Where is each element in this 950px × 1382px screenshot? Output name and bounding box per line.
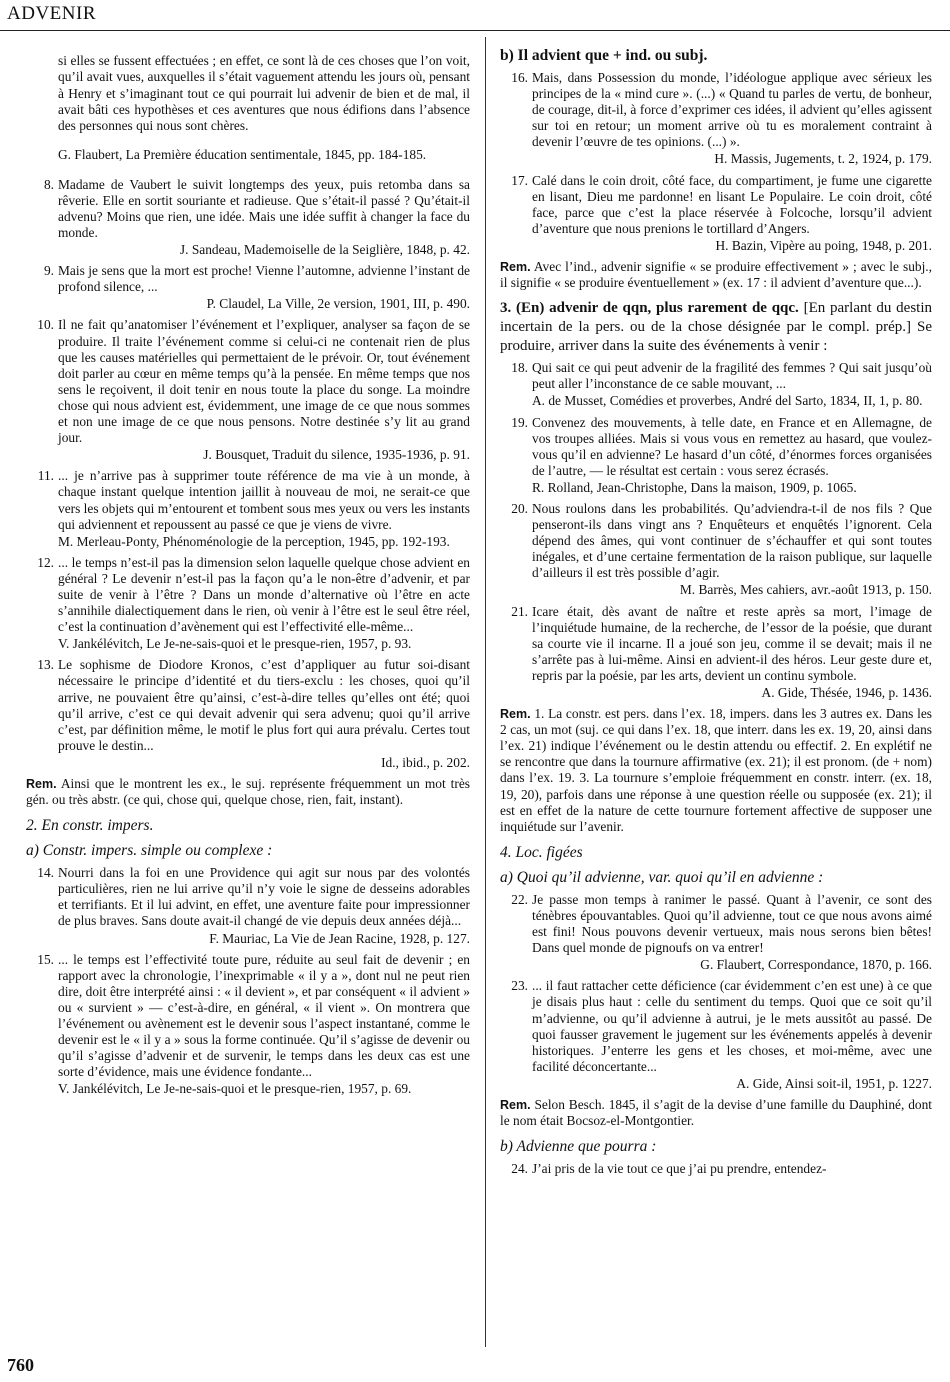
remark-text: Ainsi que le montrent les ex., le suj. représente fréquemment un mot très gén. ou très abstr. (ce qui, chose qui, quelque chose, rien, fait, instant). xyxy=(26,776,470,808)
remark-label: Rem. xyxy=(500,707,531,722)
page-number: 760 xyxy=(7,1355,34,1375)
example-14 xyxy=(26,865,470,946)
example-20 xyxy=(500,501,932,599)
example-source: R. Rolland, Jean-Christophe, Dans la maison, 1909, p. 1065. xyxy=(532,479,857,495)
example-number: 14. xyxy=(37,865,54,881)
running-head: ADVENIR xyxy=(7,3,96,24)
example-10 xyxy=(26,317,470,463)
example-18 xyxy=(500,360,932,409)
example-number: 22. xyxy=(511,891,528,907)
subsection-heading-4b: b) Advienne que pourra : xyxy=(500,1138,657,1156)
example-number: 24. xyxy=(511,1161,528,1177)
right-column xyxy=(500,40,932,1182)
remark-label: Rem. xyxy=(500,1097,531,1112)
example-source: A. de Musset, Comédies et proverbes, André del Sarto, 1834, II, 1, p. 80. xyxy=(532,393,923,409)
column-divider xyxy=(485,37,486,1347)
example-number: 18. xyxy=(511,360,528,376)
example-source: M. Barrès, Mes cahiers, avr.-août 1913, p. 150. xyxy=(679,582,932,598)
subsection-heading-2b: b) Il advient que + ind. ou subj. xyxy=(500,47,708,64)
example-text: Mais je sens que la mort est proche! Vienne l’automne, advienne l’instant de profond silence, ... xyxy=(58,263,470,295)
example-text: Icare était, dès avant de naître et reste après sa mort, l’image de l’inquiétude humaine, de la recherche, de l’essor de la poésie, que durant sa courte vie il incarne. Il a joué son jeu, comme il se devait; mais il ne s’arrête pas à lui-même. Ainsi en advient-il des héros. Leur geste dure et, repris par la poésie, par les arts, devient un continu symbole. xyxy=(532,603,932,683)
example-source: G. Flaubert, Correspondance, 1870, p. 166. xyxy=(700,957,932,973)
example-number: 11. xyxy=(37,468,54,484)
example-number: 15. xyxy=(37,951,54,967)
example-text: ... je n’arrive pas à supprimer toute référence de ma vie à un monde, à chaque instant quelque intention jaillit à nouveau de moi, ne serait-ce que vers les objets qui m’entourent et tombent sous mes yeux ou vers les instants qui adviennent et repoussent au passé ce que je viens de vivre. xyxy=(58,468,470,532)
continued-example xyxy=(26,53,470,163)
example-text: J’ai pris de la vie tout ce que j’ai pu prendre, entendez- xyxy=(532,1161,827,1177)
example-17 xyxy=(500,173,932,254)
example-text: Nourri dans la foi en une Providence qui agit sur nous par des volontés particulières, rien ne lui arrive qu’il n’y voie le signe de desseins adorables et terrifiants. Et il lui advint, en effet, une aventure faite pour impressionner de plus braves. Sans doute avait-il changé de vie depuis deux années déjà... xyxy=(58,865,470,929)
example-source: J. Bousquet, Traduit du silence, 1935-1936, p. 91. xyxy=(203,447,470,463)
example-number: 10. xyxy=(37,317,54,333)
remark-label: Rem. xyxy=(500,260,531,275)
example-text: Calé dans le coin droit, côté face, du compartiment, je fume une cigarette en lisant, Dieu me pardonne! en lisant Le Populaire. Le coin droit, côté face, parce que c’est la place réservée à Folcoche, lorsqu’il advient d’aventure que nous prenions le tortillard d’Angers. xyxy=(532,172,932,236)
example-13 xyxy=(26,657,470,771)
remark xyxy=(26,776,470,808)
subsection-heading-4a: a) Quoi qu’il advienne, var. quoi qu’il en advienne : xyxy=(500,868,824,886)
remark xyxy=(500,259,932,291)
example-source: H. Massis, Jugements, t. 2, 1924, p. 179. xyxy=(714,151,932,167)
example-source: Id., ibid., p. 202. xyxy=(381,754,470,770)
example-text: Le sophisme de Diodore Kronos, c’est d’appliquer au futur soi-disant nécessaire le principe d’identité et du tiers-exclu : les choses, quoi qu’il arrive, ne pouvaient être qu’ainsi, c’est-à-dire telles qu’elles ont été; quoi qu’il arrive, c’est ce qui devait advenir qui sera advenu; quoi qu’il arrive c’est, par définition même, le motif le plus fort qui aura prévalu. Certes tout prouve le destin... xyxy=(58,657,470,753)
example-source: H. Bazin, Vipère au poing, 1948, p. 201. xyxy=(715,237,932,253)
example-source: V. Jankélévitch, Le Je-ne-sais-quoi et le presque-rien, 1957, p. 69. xyxy=(58,1081,412,1097)
example-number: 8. xyxy=(43,176,54,192)
section-3-gloss: [En parlant du destin incertain de la pers. ou de la chose désignée par le compl. prép.] Se produire, arriver dans la suite des événements à venir : xyxy=(500,300,932,355)
example-source: A. Gide, Thésée, 1946, p. 1436. xyxy=(761,685,932,700)
left-column xyxy=(26,40,470,1103)
example-11 xyxy=(26,468,470,549)
example-9 xyxy=(26,263,470,312)
example-text: ... le temps n’est-il pas la dimension selon laquelle quelque chose advient en général ? Le devenir n’est-il pas la façon qu’a le non-être d’advenir, et par suite de venir à l’être ? Dans un monde d’alternative où l’être en acte s’annihile dialectiquement dans le rien, où venir à l’être est le seul être réel, c’est la continuation d’avènement qui est l’effectivité elle-même... xyxy=(58,554,470,635)
example-number: 17. xyxy=(511,172,528,188)
example-number: 16. xyxy=(511,70,528,85)
example-8 xyxy=(26,177,470,258)
example-15 xyxy=(26,952,470,1098)
example-number: 12. xyxy=(37,554,54,570)
remark-label: Rem. xyxy=(26,777,57,792)
example-source: G. Flaubert, La Première éducation sentimentale, 1845, pp. 184-185. xyxy=(58,147,427,163)
example-source: P. Claudel, La Ville, 2e version, 1901, III, p. 490. xyxy=(206,296,470,312)
example-text: ... il faut rattacher cette déficience (car évidemment c’en est une) à ce que je disais plus haut : celle du sentiment du temps. Quoi que ce soit qu’il m’advienne, ou qu’il advienne à autrui, je le mets aussitôt au passé. De quoi fausser gravement le jugement sur les événements appelés à devenir historiques. J’enterre les gens et les choses, et moi-même, avec une facilité déconcertante... xyxy=(532,978,932,1074)
example-16 xyxy=(500,70,932,168)
example-number: 23. xyxy=(511,978,528,994)
example-text: Convenez des mouvements, à telle date, en France et en Allemagne, de vos troupes alliées. Mais si vous vous en remettez au hasard, que voulez-vous qu’il en advienne? Le hasard d’un côté, d’énormes forces organisées de l’autre, — le résultat est certain : vous serez écrasés. xyxy=(532,414,932,478)
example-number: 19. xyxy=(511,414,528,430)
example-number: 21. xyxy=(511,603,528,619)
example-source: J. Sandeau, Mademoiselle de la Seiglière, 1848, p. 42. xyxy=(179,242,470,258)
example-text: Il ne fait qu’anatomiser l’événement et l’expliquer, analyser sa façon de se produire. Il traite l’événement comme si celui-ci ne contenait rien de plus que les causes matérielles qui permettaient de le prévoir. Or, tout événement doit parler au cœur en même temps qu’à la pensée. En même temps que nos sens le reçoivent, il doit tenir en nous toute la place du songe. La moindre chose qui nous advient est, évidemment, une image de ce que nous sommes et non une image de ce que nous pensons. Notre destinée s’y lit au grand jour. xyxy=(58,317,470,446)
example-21 xyxy=(500,604,932,702)
remark xyxy=(500,706,932,835)
example-text: ... le temps est l’effectivité toute pure, réduite au seul fait de devenir ; en rapport avec la chronologie, l’inexprimable « il y a », dont nul ne peut rien dire, doit être interprété ainsi : « il devient », et par conséquent « il advient » ou « survient » — c’est-à-dire, en général, « il vient ». On montrera que l’événement ou avènement est le devenir sous l’aspect instantané, comme le devenir est le « il y a » sous la forme continuée. Qu’il s’agisse de devenir ou qu’il s’agisse d’advenir et de survenir, le temps dans les deux cas est une sorte d’évidence, mais une évidence fondante... xyxy=(58,951,470,1080)
remark-text: Selon Besch. 1845, il s’agit de la devise d’une famille du Dauphiné, dont le nom était Bocsoz-el-Montgontier. xyxy=(500,1096,932,1129)
example-19 xyxy=(500,415,932,496)
example-source: M. Merleau-Ponty, Phénoménologie de la perception, 1945, pp. 192-193. xyxy=(58,533,450,549)
example-23 xyxy=(500,978,932,1092)
example-number: 20. xyxy=(511,500,528,516)
section-3-definition xyxy=(500,299,932,356)
example-text: Mais, dans Possession du monde, l’idéologue applique avec sérieux les principes de la « mind cure ». (...) « Quand tu parles de vertu, de bonheur, de courage, dit-il, à force d’exprimer ces idées, il advient qu’elles agissent sur toi en retour; un moment arrive où tu es moralement contraint à devenir l’œuvre de tes opinions. (...) ». xyxy=(532,70,932,150)
remark-text: Avec l’ind., advenir signifie « se produire effectivement » ; avec le subj., il signifie « se produire éventuellement » (ex. 17 : il advient d’aventure que...). xyxy=(500,259,932,291)
example-22 xyxy=(500,892,932,973)
example-text: Nous roulons dans les probabilités. Qu’adviendra-t-il de nos fils ? Que penseront-ils dans vingt ans ? Enquêteurs et enquêtés l’ignorent. Cela dépend des âmes, qui vont continuer de s’échauffer et qui sont toutes inégales, et d’une certaine fermentation de la raison publique, sur laquelle d’ailleurs il est très possible d’agir. xyxy=(532,500,932,581)
example-source: V. Jankélévitch, Le Je-ne-sais-quoi et le presque-rien, 1957, p. 93. xyxy=(58,636,412,652)
example-text: Qui sait ce qui peut advenir de la fragilité des femmes ? Qui sait jusqu’où peut aller l’inconstance de ce sable mouvant, ... xyxy=(532,360,932,392)
example-24 xyxy=(500,1161,932,1177)
example-text: Madame de Vaubert le suivit longtemps des yeux, puis retomba dans sa rêverie. Elle en sortit souriante et radieuse. Que s’était-il passé ? Qu’était-il advenu? Moins que rien, une idée. Mais une idée suffit à changer la face du monde. xyxy=(58,176,470,241)
section-heading-3: 3. (En) advenir de qqn, plus rarement de qqc. xyxy=(500,300,799,317)
remark-text: 1. La constr. est pers. dans l’ex. 18, impers. dans les 3 autres ex. Dans les 2 cas, un mot (suj. ce qui dans l’ex. 18, que interr. dans les ex. 19, 20, ainsi dans l’ex. 21) indique l’événement ou le destin attendu ou effectif. 2. En explétif ne se rencontre que dans la tournure affirmative (ex. 21); il est pronom. (de + nom) dans l’ex. 19. 3. La tournure s’emploie fréquemment en constr. interr. (ex. 18, 19, 20), parfois dans une réponse à une question réelle ou supposée (ex. 21); il est en effet de la nature de cette tournure fortement affective de supposer une inquiétude sur l’avenir. xyxy=(500,706,932,834)
example-12 xyxy=(26,555,470,653)
remark xyxy=(500,1097,932,1129)
section-heading-2: 2. En constr. impers. xyxy=(26,817,154,835)
header-rule xyxy=(0,30,950,31)
example-source: F. Mauriac, La Vie de Jean Racine, 1928, p. 127. xyxy=(209,930,470,946)
example-number: 13. xyxy=(37,657,54,673)
section-heading-4: 4. Loc. figées xyxy=(500,843,583,861)
example-source: A. Gide, Ainsi soit-il, 1951, p. 1227. xyxy=(736,1075,932,1091)
example-number: 9. xyxy=(43,263,54,279)
subsection-heading-2a: a) Constr. impers. simple ou complexe : xyxy=(26,842,273,860)
example-text: Je passe mon temps à ranimer le passé. Quant à l’avenir, ce sont des ténèbres épouvantables. Quoi qu’il advienne, tout ce que nous avons aimé est fini! Nous pouvons devenir vertueux, mais nous serons bien bêtes! Dans quel monde de pignoufs on va entrer! xyxy=(532,891,932,956)
example-text: si elles se fussent effectuées ; en effet, ce sont là de ces choses que l’on voit, qu’il avait vues, auxquelles il s’était vaguement attendu les jours où, pensant à Henry et s’imaginant tout ce qui pourrait lui advenir de bien et de mal, il avait bâti ces hypothèses et ces aventures que nous édifions dans l’absence des personnes qui nous sont chères. xyxy=(58,53,470,133)
